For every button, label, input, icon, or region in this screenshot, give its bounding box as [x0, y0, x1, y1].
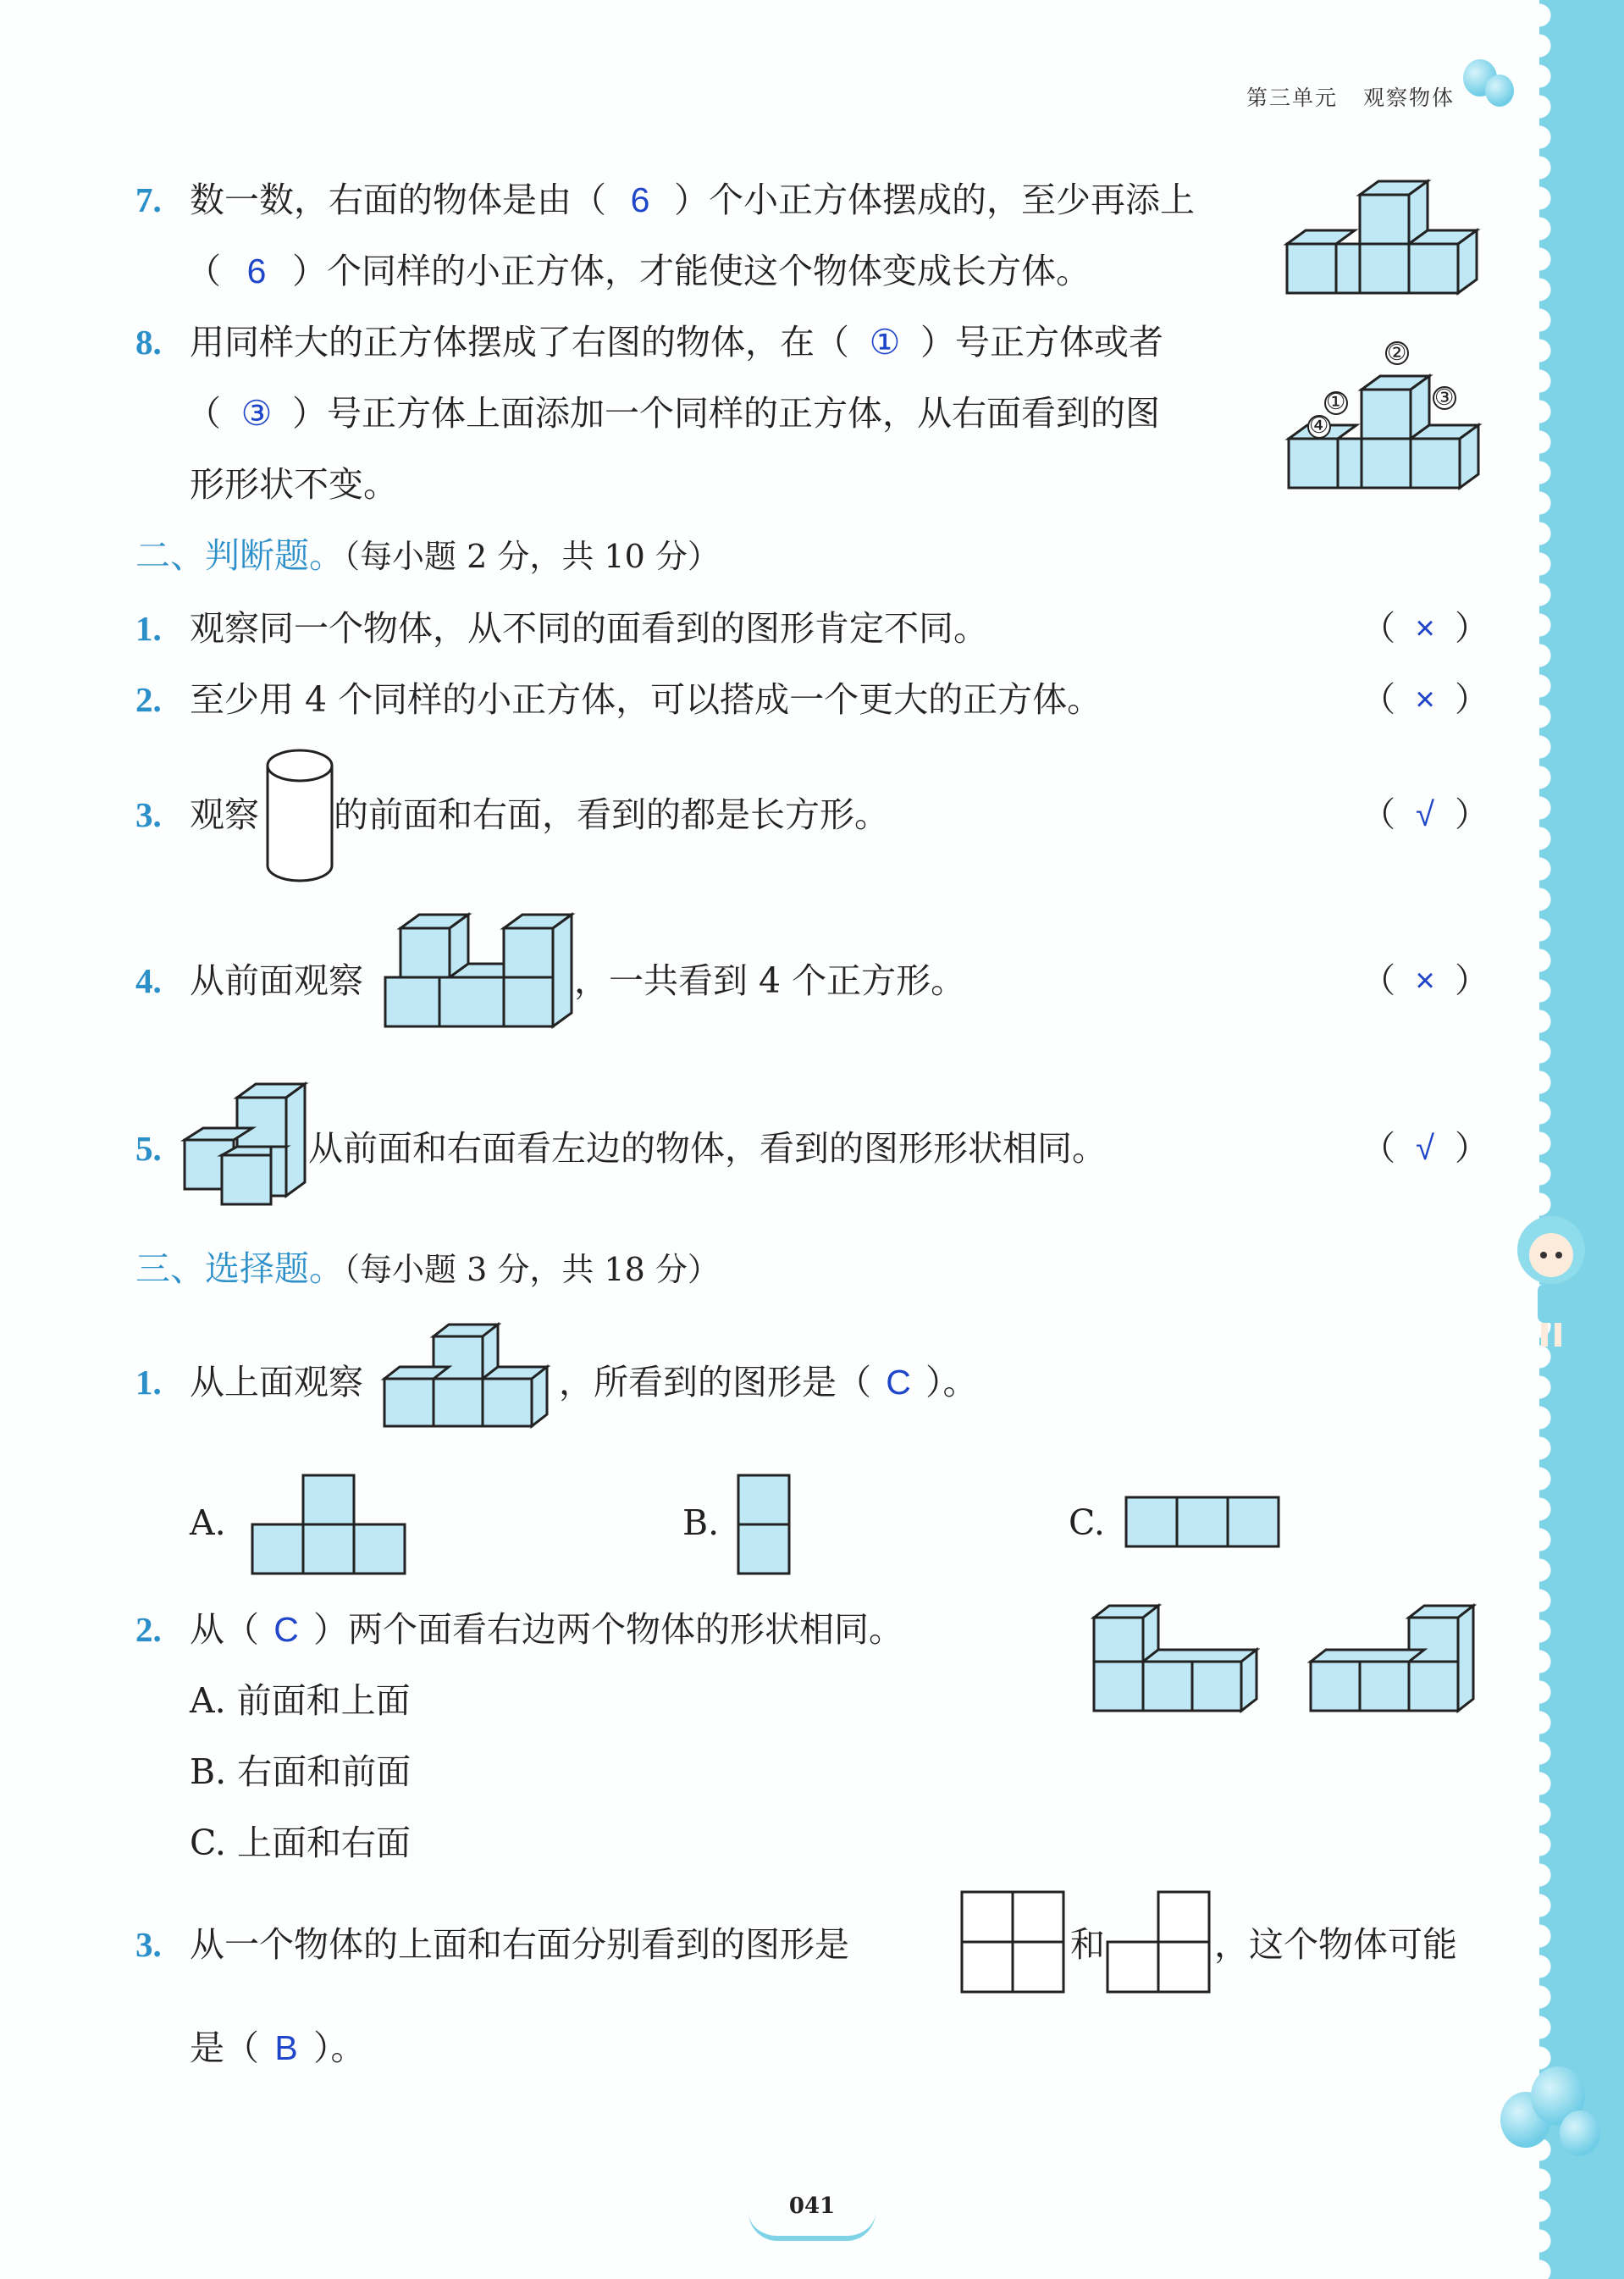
question-text: 从前面和右面看左边的物体，看到的图形形状相同。 — [308, 1128, 1107, 1169]
answer: C — [273, 1610, 299, 1649]
top-view-figure — [960, 1890, 1065, 1994]
section-note: （每小题 3 分，共 18 分） — [344, 1251, 720, 1288]
cylinder-figure — [264, 749, 335, 884]
question-text: （ — [186, 393, 221, 434]
paren: （ — [1362, 609, 1395, 648]
option-a-figure — [251, 1474, 406, 1577]
cube-label: ② — [1387, 340, 1407, 366]
q7-cube-figure — [1287, 178, 1482, 322]
section-title: 二、判断题。 — [135, 535, 344, 576]
answer: × — [1415, 610, 1435, 647]
right-view-figure — [1106, 1890, 1211, 1994]
answer: B — [274, 2028, 298, 2067]
page-number: 041 — [788, 2193, 836, 2219]
question-text: ，所看到的图形是（ — [559, 1362, 871, 1402]
question-text: ）两个面看右边两个物体的形状相同。 — [313, 1609, 903, 1650]
option-label: A. — [190, 1502, 226, 1543]
option-b-figure — [737, 1474, 791, 1577]
option-c-figure — [1124, 1496, 1280, 1550]
answer: × — [1415, 962, 1435, 999]
right-border-band — [1553, 0, 1624, 2279]
paren: ） — [1455, 609, 1489, 648]
option-text: A. 前面和上面 — [190, 1680, 411, 1721]
question-text: 的前面和右面，看到的都是长方形。 — [334, 794, 889, 835]
question-text: 从上面观察 — [190, 1362, 363, 1402]
cartoon-girl-decoration — [1509, 1211, 1594, 1355]
judge-4-cube-figure — [385, 913, 580, 1048]
question-text: 观察 — [190, 794, 259, 835]
option-text: C. 上面和右面 — [190, 1823, 411, 1863]
answer: 6 — [246, 252, 267, 290]
question-number: 3. — [135, 1925, 162, 1964]
question-text: ）。 — [925, 1362, 978, 1402]
question-text: ）个同样的小正方体，才能使这个物体变成长方体。 — [292, 251, 1091, 291]
choice-1-cube-figure — [384, 1321, 562, 1440]
question-text: （ — [186, 251, 221, 291]
paren: （ — [1362, 1129, 1395, 1168]
paren: ） — [1455, 795, 1489, 834]
question-text: 形形状不变。 — [190, 464, 398, 505]
paren: ） — [1455, 1129, 1489, 1168]
question-text: ）。 — [313, 2027, 366, 2068]
question-text: ）个小正方体摆成的，至少再添上 — [674, 180, 1195, 220]
page-header — [1221, 81, 1455, 112]
paren: ） — [1455, 680, 1489, 719]
question-number: 3. — [135, 795, 162, 834]
paren: （ — [1362, 680, 1395, 719]
question-text: 观察同一个物体，从不同的面看到的图形肯定不同。 — [190, 608, 988, 649]
option-text: B. 右面和前面 — [190, 1751, 412, 1792]
question-text: 从（ — [190, 1609, 259, 1650]
option-label: B. — [682, 1502, 720, 1543]
question-text: 用同样大的正方体摆成了右图的物体，在（ — [190, 322, 849, 362]
question-text: ，一共看到 4 个正方形。 — [574, 960, 966, 1001]
cube-label: ③ — [1434, 385, 1455, 411]
question-text: 是（ — [190, 2027, 259, 2068]
answer: ③ — [240, 394, 273, 433]
question-text: ）号正方体上面添加一个同样的正方体，从右面看到的图 — [292, 393, 1160, 434]
question-text: 至少用 4 个同样的小正方体，可以搭成一个更大的正方体。 — [190, 679, 1102, 720]
question-text: 从一个物体的上面和右面分别看到的图形是 — [190, 1924, 849, 1965]
question-text: 从前面观察 — [190, 960, 363, 1001]
paren: （ — [1362, 795, 1395, 834]
balloon-icon — [1485, 75, 1514, 107]
answer: × — [1415, 681, 1435, 718]
question-text: ）号正方体或者 — [920, 322, 1163, 362]
header-topic: 观察物体 — [1362, 86, 1455, 110]
paren: ） — [1455, 961, 1489, 1000]
section-note: （每小题 2 分，共 10 分） — [344, 538, 720, 575]
question-number: 2. — [135, 680, 162, 719]
cube-label: ④ — [1309, 413, 1329, 439]
answer: C — [886, 1363, 911, 1402]
right-wave-border — [1539, 0, 1563, 2279]
question-number: 1. — [135, 609, 162, 648]
answer: 6 — [630, 180, 650, 219]
question-number: 4. — [135, 961, 162, 1000]
cube-label: ① — [1326, 390, 1346, 415]
question-text: 和 — [1070, 1924, 1105, 1965]
question-number: 7. — [135, 180, 162, 219]
question-number: 8. — [135, 323, 162, 362]
question-number: 2. — [135, 1610, 162, 1649]
answer: ① — [869, 323, 901, 362]
option-label: C. — [1069, 1502, 1105, 1543]
section-title: 三、选择题。 — [135, 1248, 344, 1289]
question-text: 数一数，右面的物体是由（ — [190, 180, 606, 220]
balloon-icon — [1560, 2110, 1600, 2156]
question-number: 5. — [135, 1129, 162, 1168]
choice-2-left-figure — [1092, 1601, 1270, 1728]
answer: √ — [1416, 796, 1434, 833]
judge-5-cube-figure — [185, 1081, 312, 1225]
answer: √ — [1416, 1130, 1434, 1167]
question-text: ，这个物体可能 — [1214, 1924, 1457, 1965]
paren: （ — [1362, 961, 1395, 1000]
page-number-arc — [748, 2212, 876, 2241]
choice-2-right-figure — [1307, 1601, 1485, 1728]
question-number: 1. — [135, 1363, 162, 1402]
header-unit: 第三单元 — [1246, 86, 1338, 110]
